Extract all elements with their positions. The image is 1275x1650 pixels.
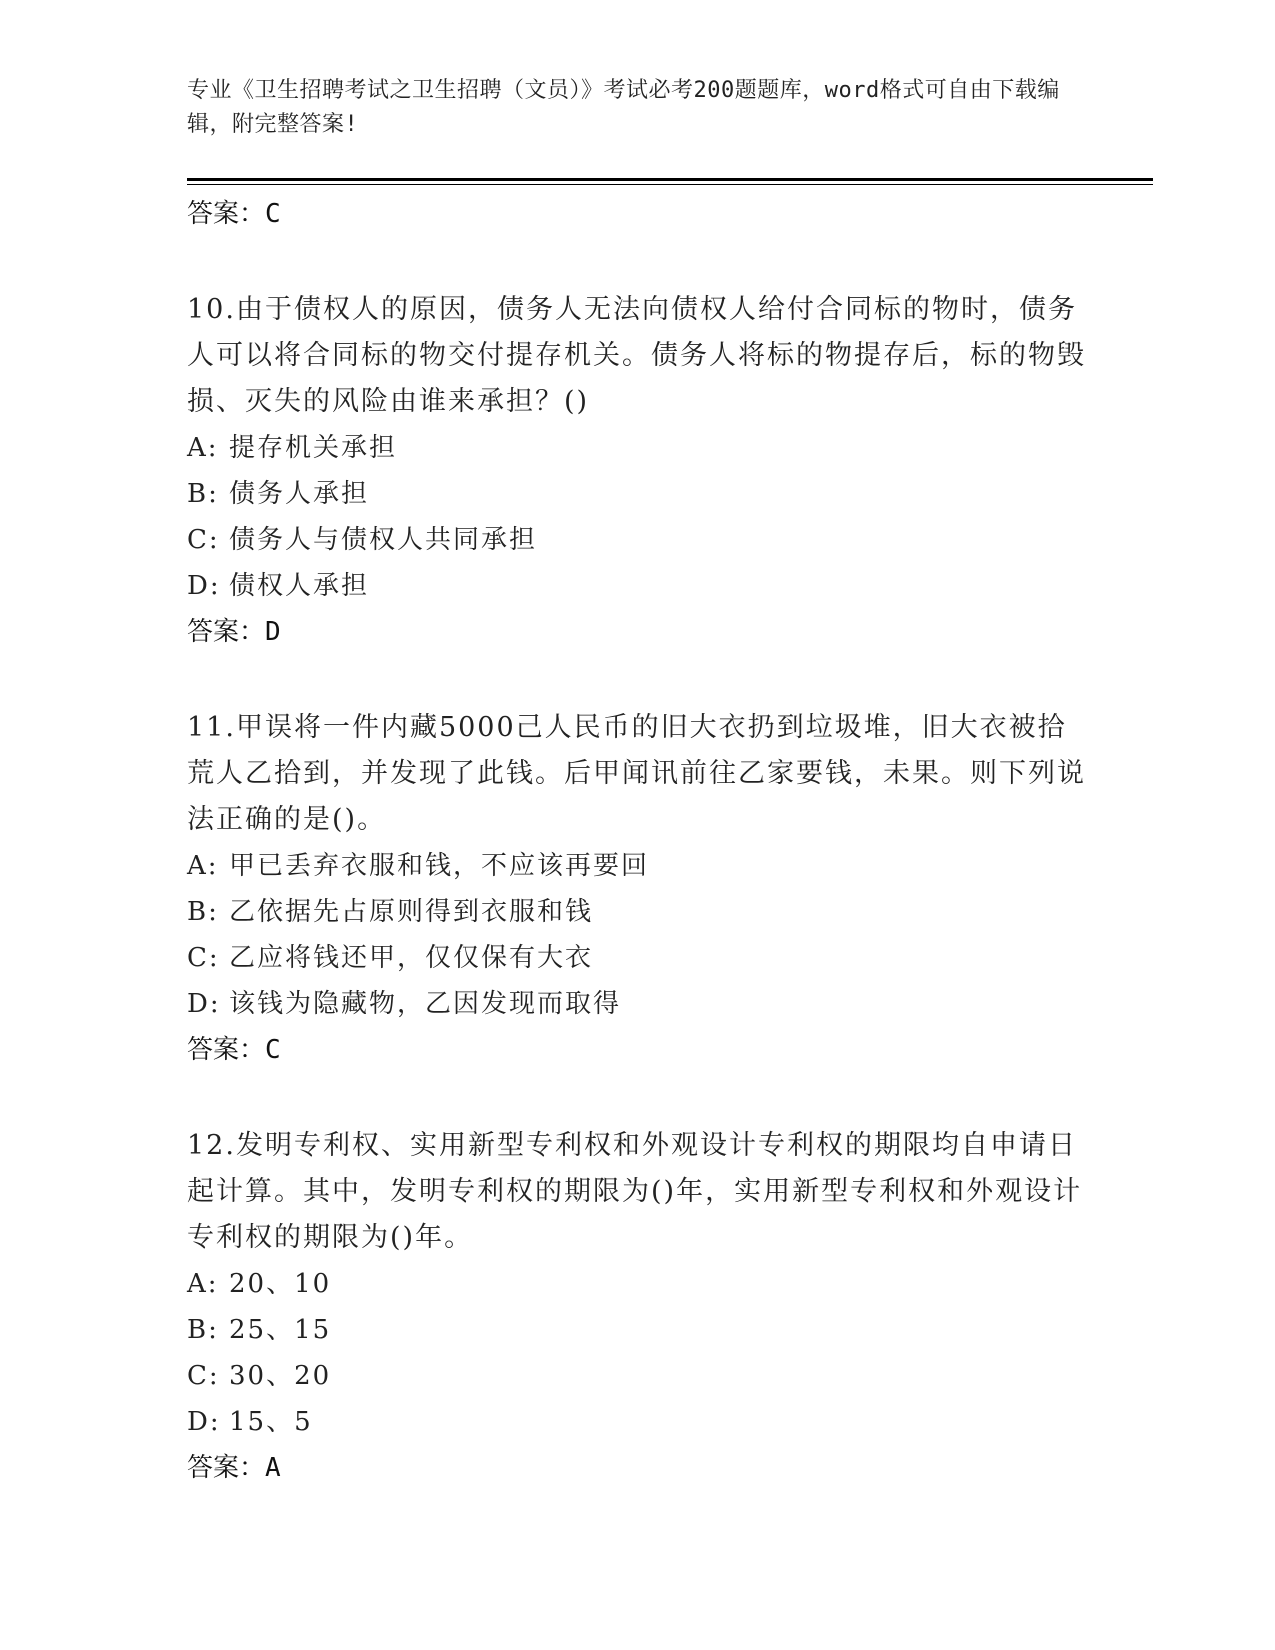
option-key: C: bbox=[187, 943, 220, 973]
question-block bbox=[187, 1123, 1087, 1491]
option-list bbox=[187, 1261, 1087, 1445]
option-text: 乙应将钱还甲，仅仅保有大衣 bbox=[229, 943, 594, 973]
option-item bbox=[187, 471, 1087, 517]
option-text: 乙依据先占原则得到衣服和钱 bbox=[229, 897, 594, 927]
option-key: B: bbox=[187, 897, 219, 927]
option-text: 30、20 bbox=[229, 1361, 332, 1391]
option-text: 提存机关承担 bbox=[229, 433, 398, 463]
option-key: D: bbox=[187, 1407, 221, 1437]
option-text: 25、15 bbox=[229, 1315, 332, 1345]
option-key: B: bbox=[187, 479, 219, 509]
answer-line: 答案：C bbox=[187, 199, 281, 229]
header-rule-thin bbox=[187, 184, 1153, 185]
option-key: A: bbox=[187, 851, 219, 881]
option-text: 债务人与债权人共同承担 bbox=[229, 525, 538, 555]
option-key: D: bbox=[187, 989, 221, 1019]
option-text: 15、5 bbox=[229, 1407, 313, 1437]
option-item bbox=[187, 843, 1087, 889]
question-stem: 10.由于债权人的原因，债务人无法向债权人给付合同标的物时，债务人可以将合同标的物交付提存机关。债务人将标的物提存后，标的物毁损、灭失的风险由谁来承担？() bbox=[187, 294, 1086, 417]
question-stem: 11.甲误将一件内藏5000己人民币的旧大衣扔到垃圾堆，旧大衣被拾荒人乙拾到，并发现了此钱。后甲闻讯前往乙家要钱，未果。则下列说法正确的是()。 bbox=[187, 712, 1086, 835]
question-block bbox=[187, 287, 1087, 655]
option-item bbox=[187, 563, 1087, 609]
option-list bbox=[187, 425, 1087, 609]
answer-line: 答案：A bbox=[187, 1453, 281, 1483]
option-item bbox=[187, 981, 1087, 1027]
option-key: C: bbox=[187, 525, 220, 555]
option-item bbox=[187, 425, 1087, 471]
question-stem: 12.发明专利权、实用新型专利权和外观设计专利权的期限均自申请日起计算。其中，发明专利权的期限为()年，实用新型专利权和外观设计专利权的期限为()年。 bbox=[187, 1130, 1083, 1253]
option-item bbox=[187, 935, 1087, 981]
option-key: D: bbox=[187, 571, 221, 601]
option-text: 债权人承担 bbox=[229, 571, 370, 601]
option-key: A: bbox=[187, 433, 219, 463]
option-text: 该钱为隐藏物，乙因发现而取得 bbox=[229, 989, 622, 1019]
option-item bbox=[187, 1353, 1087, 1399]
option-list bbox=[187, 843, 1087, 1027]
option-item bbox=[187, 1307, 1087, 1353]
question-block bbox=[187, 705, 1087, 1073]
document-body bbox=[187, 191, 1087, 1491]
option-item bbox=[187, 1261, 1087, 1307]
option-text: 债务人承担 bbox=[229, 479, 370, 509]
answer-line: 答案：C bbox=[187, 1035, 281, 1065]
answer-line: 答案：D bbox=[187, 617, 281, 647]
header-rule-thick bbox=[187, 178, 1153, 181]
option-item bbox=[187, 1399, 1087, 1445]
option-item bbox=[187, 889, 1087, 935]
option-key: B: bbox=[187, 1315, 219, 1345]
option-item bbox=[187, 517, 1087, 563]
option-key: C: bbox=[187, 1361, 220, 1391]
page-header: 专业《卫生招聘考试之卫生招聘（文员）》考试必考200题题库，word格式可自由下载编辑，附完整答案! bbox=[187, 78, 1060, 137]
option-text: 甲已丢弃衣服和钱，不应该再要回 bbox=[229, 851, 650, 881]
option-text: 20、10 bbox=[229, 1269, 332, 1299]
option-key: A: bbox=[187, 1269, 219, 1299]
